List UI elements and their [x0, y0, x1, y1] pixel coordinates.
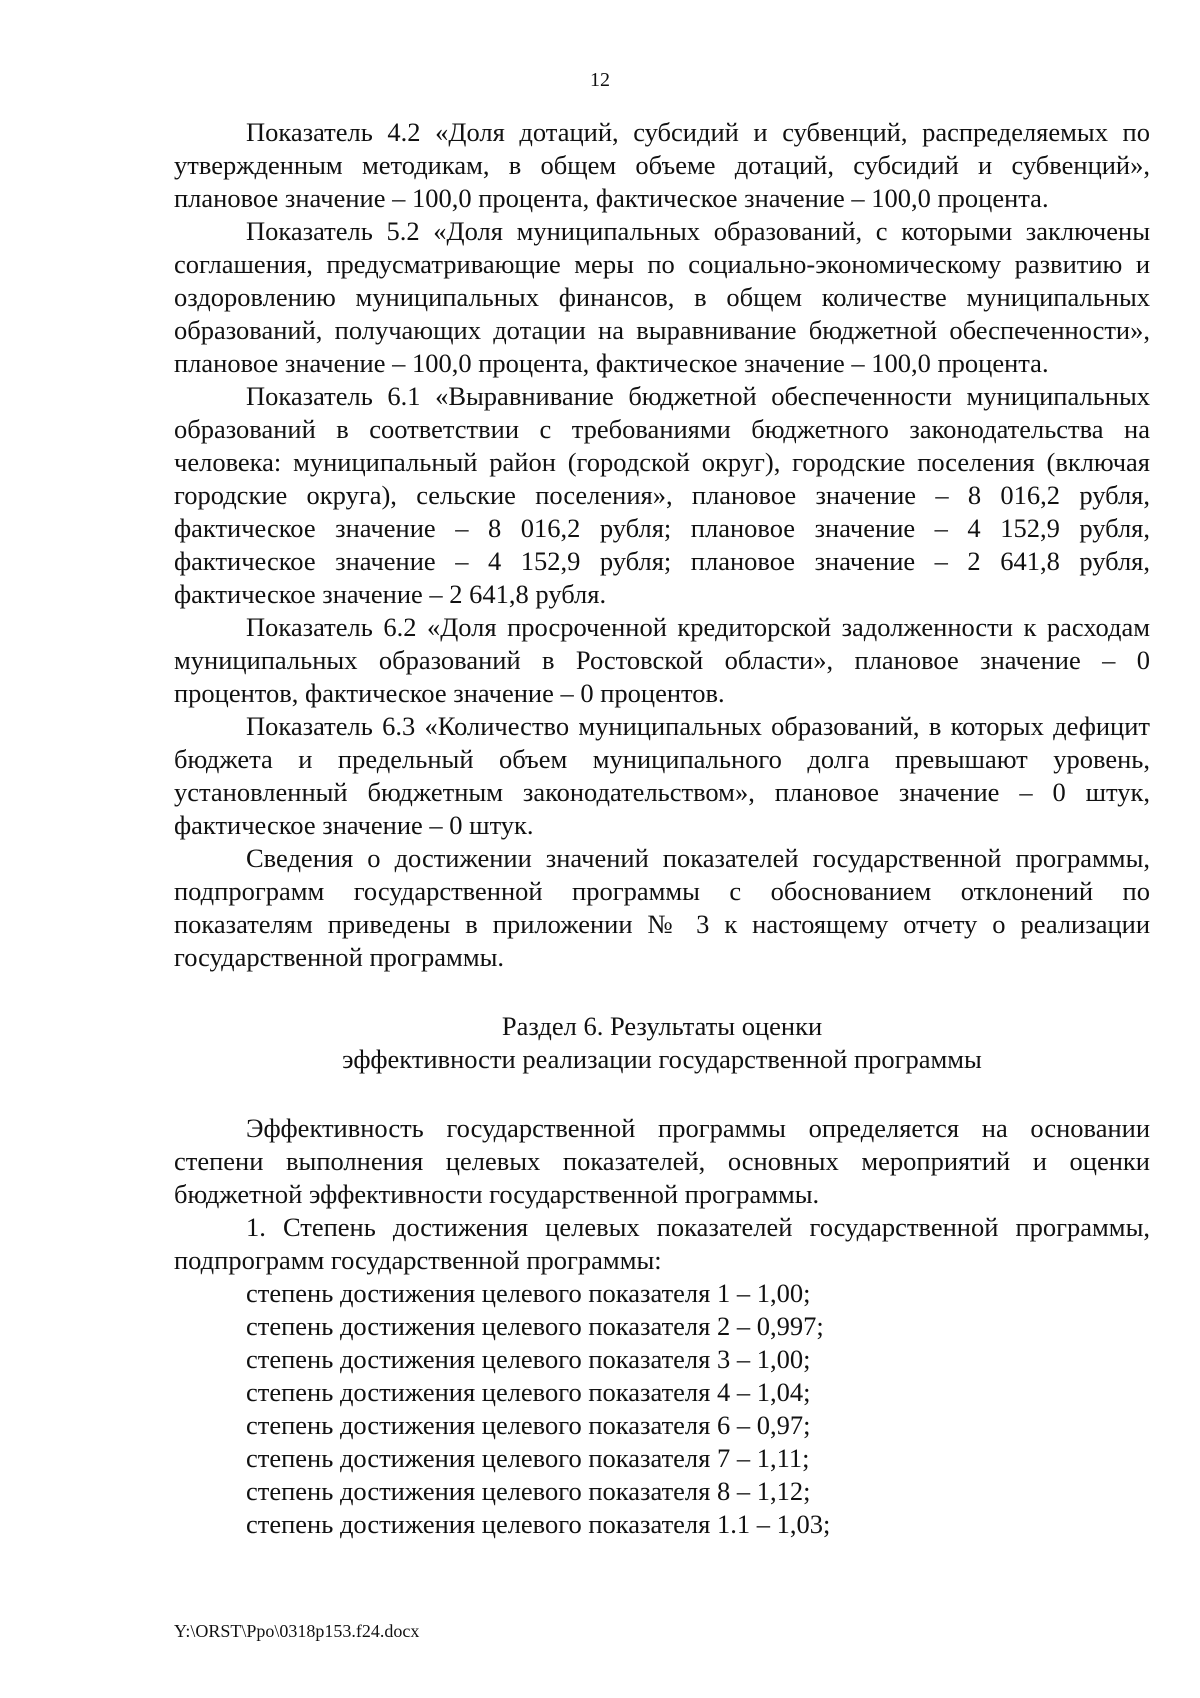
list-item: степень достижения целевого показателя 1.1 – 1,03; [246, 1509, 831, 1539]
paragraph-indicator-6-2: Показатель 6.2 «Доля просроченной кредиторской задолженности к расходам муниципальных образований в Ростовской области», плановое значение – 0 процентов, фактическое значение – 0 процентов. [174, 612, 1150, 708]
section-heading-line-2: эффективности реализации государственной программы [342, 1044, 982, 1074]
list-item: степень достижения целевого показателя 2 – 0,997; [246, 1311, 824, 1341]
paragraph-indicators-summary: Сведения о достижении значений показателей государственной программы, подпрограмм государственной программы с обоснованием отклонений по показателям приведены в приложении № 3 к настоящему отчету о реализации государственной программы. [174, 843, 1150, 972]
section-heading [174, 1010, 1150, 1076]
paragraph-efficiency: Эффективность государственной программы определяется на основании степени выполнения целевых показателей, основных мероприятий и оценки бюджетной эффективности государственной программы. [174, 1113, 1150, 1209]
list-item: степень достижения целевого показателя 8 – 1,12; [246, 1476, 811, 1506]
section-body [174, 1112, 1150, 1541]
list-item: степень достижения целевого показателя 3 – 1,00; [246, 1344, 811, 1374]
list-item: степень достижения целевого показателя 6 – 0,97; [246, 1410, 811, 1440]
paragraph-indicator-4-2: Показатель 4.2 «Доля дотаций, субсидий и субвенций, распределяемых по утвержденным методикам, в общем объеме дотаций, субсидий и субвенций», плановое значение – 100,0 процента, фактическое значение – 100,0 процента. [174, 117, 1150, 213]
list-item: степень достижения целевого показателя 7 – 1,11; [246, 1443, 810, 1473]
paragraph-indicator-5-2: Показатель 5.2 «Доля муниципальных образований, с которыми заключены соглашения, предусматривающие меры по социально-экономическому развитию и оздоровлению муниципальных финансов, в общем количестве муниципальных образований, получающих дотации на выравнивание бюджетной обеспеченности», плановое значение – 100,0 процента, фактическое значение – 100,0 процента. [174, 216, 1150, 378]
footer-file-path: Y:\ORST\Ppo\0318p153.f24.docx [174, 1621, 420, 1641]
paragraph-indicator-6-3: Показатель 6.3 «Количество муниципальных образований, в которых дефицит бюджета и предельный объем муниципального долга превышают уровень, установленный бюджетным законодательством», плановое значение – 0 штук, фактическое значение – 0 штук. [174, 711, 1150, 840]
list-item: степень достижения целевого показателя 4 – 1,04; [246, 1377, 811, 1407]
page-number: 12 [590, 69, 610, 91]
list-item: степень достижения целевого показателя 1 – 1,00; [246, 1278, 811, 1308]
paragraph-achievement-degree: 1. Степень достижения целевых показателей государственной программы, подпрограмм государственной программы: [174, 1212, 1150, 1275]
paragraph-indicator-6-1: Показатель 6.1 «Выравнивание бюджетной обеспеченности муниципальных образований в соответствии с требованиями бюджетного законодательства на человека: муниципальный район (городской округ), городские поселения (включая городские округа), сельские поселения», плановое значение – 8 016,2 рубля, фактическое значение – 8 016,2 рубля; плановое значение – 4 152,9 рубля, фактическое значение – 4 152,9 рубля; плановое значение – 2 641,8 рубля, фактическое значение – 2 641,8 рубля. [174, 381, 1150, 609]
achievement-list [174, 1277, 1150, 1541]
document-body [174, 116, 1150, 1541]
section-heading-line-1: Раздел 6. Результаты оценки [501, 1011, 823, 1041]
